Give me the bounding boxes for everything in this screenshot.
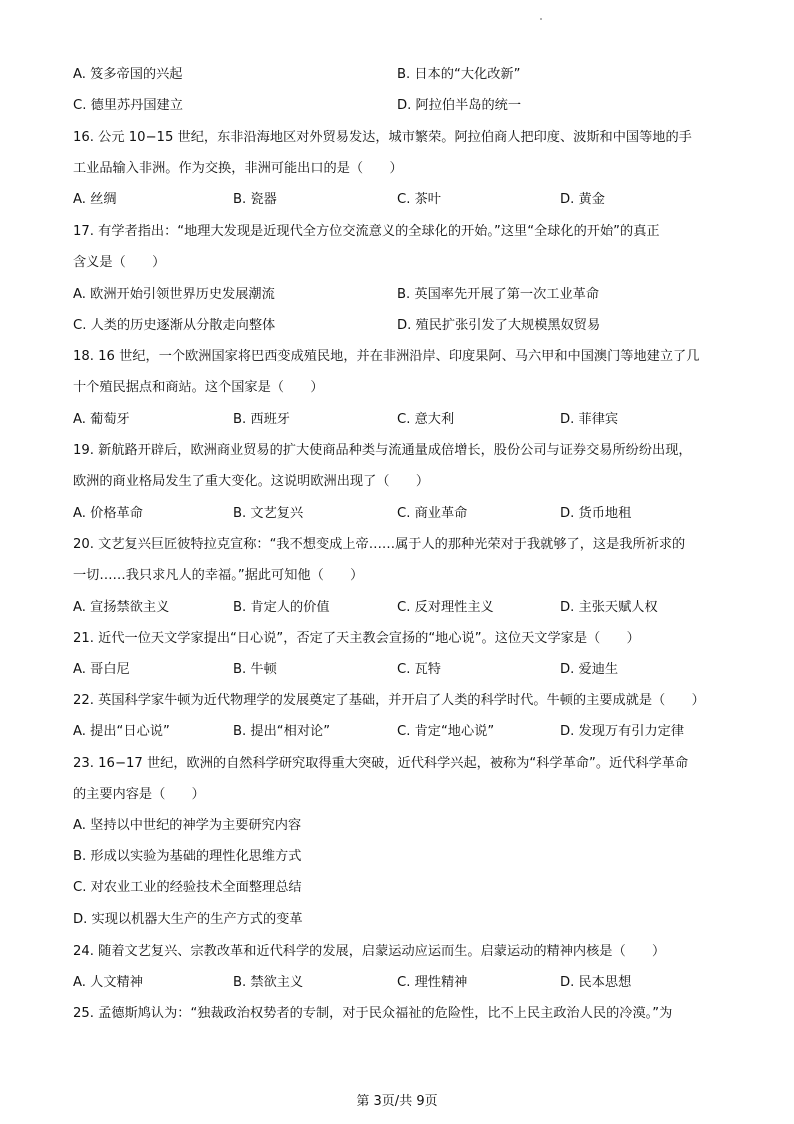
q15-option-b: B. 日本的“大化改新” bbox=[397, 67, 521, 82]
q22-option-b: B. 提出“相对论” bbox=[233, 724, 331, 739]
q18-stem-line1: 18. 16 世纪，一个欧洲国家将巴西变成殖民地，并在非洲沿岸、印度果阿、马六甲和中国澳门等地建立了几 bbox=[73, 349, 700, 364]
q16-option-a: A. 丝绸 bbox=[73, 192, 117, 207]
q22-option-c: C. 肯定“地心说” bbox=[397, 724, 495, 739]
q21-stem-line1: 21. 近代一位天文学家提出“日心说”，否定了天主教会宣扬的“地心说”。这位天文学家是（ ） bbox=[73, 631, 640, 646]
q23-option-b: B. 形成以实验为基础的理性化思维方式 bbox=[73, 849, 302, 864]
q17-option-d: D. 殖民扩张引发了大规模黑奴贸易 bbox=[397, 318, 601, 333]
q21-option-a: A. 哥白尼 bbox=[73, 662, 130, 677]
q17-stem-line1: 17. 有学者指出：“地理大发现是近现代全方位交流意义的全球化的开始。”这里“全球化的开始”的真正 bbox=[73, 224, 660, 239]
q15-option-c: C. 德里苏丹国建立 bbox=[73, 98, 183, 113]
q21-option-c: C. 瓦特 bbox=[397, 662, 441, 677]
q15-option-d: D. 阿拉伯半岛的统一 bbox=[397, 98, 522, 113]
q24-option-d: D. 民本思想 bbox=[560, 975, 632, 990]
q16-stem-line1: 16. 公元 10−15 世纪，东非沿海地区对外贸易发达，城市繁荣。阿拉伯商人把印度、波斯和中国等地的手 bbox=[73, 130, 692, 145]
q22-stem-line1: 22. 英国科学家牛顿为近代物理学的发展奠定了基础，并开启了人类的科学时代。牛顿的主要成就是（ ） bbox=[73, 693, 705, 708]
q18-option-c: C. 意大利 bbox=[397, 412, 455, 427]
q20-option-a: A. 宣扬禁欲主义 bbox=[73, 600, 170, 615]
q18-option-a: A. 葡萄牙 bbox=[73, 412, 130, 427]
page-number: 第 3页/共 9页 bbox=[356, 1094, 438, 1109]
q23-option-a: A. 坚持以中世纪的神学为主要研究内容 bbox=[73, 818, 302, 833]
q16-option-b: B. 瓷器 bbox=[233, 192, 277, 207]
q22-option-a: A. 提出“日心说” bbox=[73, 724, 170, 739]
q18-stem-line2: 十个殖民据点和商站。这个国家是（ ） bbox=[73, 380, 324, 395]
q20-stem-line2: 一切……我只求凡人的幸福。”据此可知他（ ） bbox=[73, 568, 364, 583]
q24-option-a: A. 人文精神 bbox=[73, 975, 143, 990]
q19-option-a: A. 价格革命 bbox=[73, 506, 143, 521]
q17-stem-line2: 含义是（ ） bbox=[73, 255, 166, 270]
q16-option-d: D. 黄金 bbox=[560, 192, 605, 207]
q23-option-c: C. 对农业工业的经验技术全面整理总结 bbox=[73, 880, 302, 895]
q17-option-c: C. 人类的历史逐渐从分散走向整体 bbox=[73, 318, 276, 333]
q19-stem-line2: 欧洲的商业格局发生了重大变化。这说明欧洲出现了（ ） bbox=[73, 474, 430, 489]
q19-option-b: B. 文艺复兴 bbox=[233, 506, 304, 521]
q21-option-b: B. 牛顿 bbox=[233, 662, 277, 677]
q18-option-d: D. 菲律宾 bbox=[560, 412, 619, 427]
q17-option-b: B. 英国率先开展了第一次工业革命 bbox=[397, 287, 600, 302]
q17-option-a: A. 欧洲开始引领世界历史发展潮流 bbox=[73, 287, 275, 302]
q18-option-b: B. 西班牙 bbox=[233, 412, 290, 427]
q23-stem-line1: 23. 16−17 世纪，欧洲的自然科学研究取得重大突破，近代科学兴起，被称为“科学革命”。近代科学革命 bbox=[73, 756, 689, 771]
q15-option-a: A. 笈多帝国的兴起 bbox=[73, 67, 183, 82]
q24-stem-line1: 24. 随着文艺复兴、宗教改革和近代科学的发展，启蒙运动应运而生。启蒙运动的精神内核是（ ） bbox=[73, 944, 666, 959]
q22-option-d: D. 发现万有引力定律 bbox=[560, 724, 685, 739]
q24-option-b: B. 禁欲主义 bbox=[233, 975, 304, 990]
q19-option-d: D. 货币地租 bbox=[560, 506, 632, 521]
q20-option-d: D. 主张天赋人权 bbox=[560, 600, 658, 615]
q21-option-d: D. 爱迪生 bbox=[560, 662, 619, 677]
q19-option-c: C. 商业革命 bbox=[397, 506, 468, 521]
q23-stem-line2: 的主要内容是（ ） bbox=[73, 787, 205, 802]
scan-speck bbox=[540, 18, 542, 20]
q25-stem-line1: 25. 孟德斯鸠认为：“独裁政治权势者的专制，对于民众福祉的危险性，比不上民主政治人民的冷漠。”为 bbox=[73, 1006, 673, 1021]
q23-option-d: D. 实现以机器大生产的生产方式的变革 bbox=[73, 912, 303, 927]
q16-option-c: C. 茶叶 bbox=[397, 192, 441, 207]
q20-stem-line1: 20. 文艺复兴巨匠彼特拉克宣称：“我不想变成上帝……属于人的那种光荣对于我就够了，这是我所祈求的 bbox=[73, 537, 686, 552]
q16-stem-line2: 工业品输入非洲。作为交换，非洲可能出口的是（ ） bbox=[73, 161, 403, 176]
q19-stem-line1: 19. 新航路开辟后，欧洲商业贸易的扩大使商品种类与流通量成倍增长，股份公司与证券交易所纷纷出现， bbox=[73, 443, 692, 458]
q20-option-c: C. 反对理性主义 bbox=[397, 600, 494, 615]
q24-option-c: C. 理性精神 bbox=[397, 975, 468, 990]
q20-option-b: B. 肯定人的价值 bbox=[233, 600, 330, 615]
